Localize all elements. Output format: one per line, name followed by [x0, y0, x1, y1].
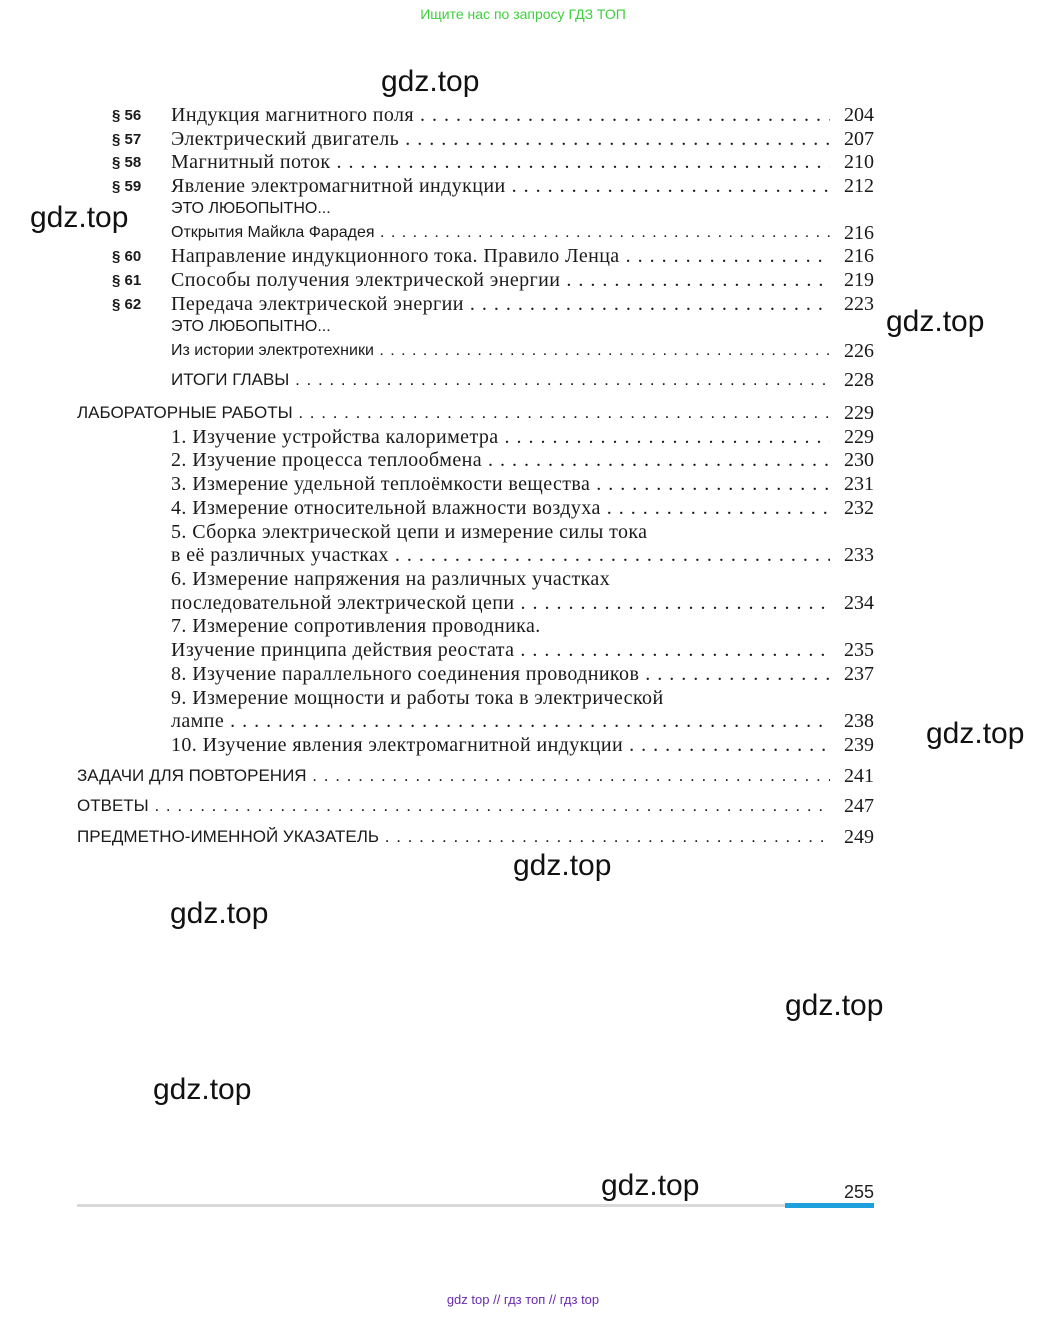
- entry-title: Индукция магнитного поля . . .: [171, 103, 841, 127]
- watermark: gdz.top: [30, 201, 129, 234]
- entry-title: 1. Изучение устройства калориметра . . .: [171, 425, 841, 449]
- toc-section[interactable]: [0, 794, 1046, 818]
- toc-subheading: [0, 315, 1046, 339]
- toc-subheading: [0, 197, 1046, 221]
- entry-title: 6. Измерение напряжения на различных участках: [171, 568, 611, 590]
- entry-page: 230: [830, 448, 874, 472]
- entry-page: 238: [830, 709, 874, 733]
- entry-title: 4. Измерение относительной влажности воздуха . . .: [171, 496, 841, 520]
- toc-entry[interactable]: [0, 591, 1046, 615]
- entry-page: 234: [830, 591, 874, 615]
- watermark: gdz.top: [926, 717, 1025, 750]
- toc-section[interactable]: [0, 825, 1046, 849]
- toc-entry[interactable]: [0, 472, 1046, 496]
- entry-title: ИТОГИ ГЛАВЫ . . .: [171, 368, 841, 392]
- entry-page: 210: [830, 150, 874, 174]
- toc-entry[interactable]: [0, 368, 1046, 392]
- entry-page: 212: [830, 174, 874, 198]
- entry-page: 223: [830, 292, 874, 316]
- entry-page: 233: [830, 543, 874, 567]
- paragraph-number: § 58: [112, 154, 142, 171]
- toc-entry[interactable]: [0, 268, 1046, 292]
- toc-entry[interactable]: [0, 448, 1046, 472]
- entry-title: в её различных участках . . .: [171, 543, 841, 567]
- section-title: ПРЕДМЕТНО-ИМЕННОЙ УКАЗАТЕЛЬ . . .: [77, 825, 841, 849]
- entry-title: Из истории электротехники . . .: [171, 339, 841, 363]
- bottom-banner[interactable]: gdz top // гдз топ // гдз top: [446, 1292, 600, 1307]
- watermark: gdz.top: [785, 989, 884, 1022]
- toc-entry[interactable]: [0, 662, 1046, 686]
- page-number: 255: [843, 1182, 874, 1202]
- paragraph-number: § 62: [112, 296, 142, 313]
- entry-page: 241: [830, 764, 874, 788]
- watermark: gdz.top: [513, 849, 612, 882]
- paragraph-number: § 59: [112, 178, 142, 195]
- entry-page: 235: [830, 638, 874, 662]
- toc-entry[interactable]: [0, 425, 1046, 449]
- entry-title: Открытия Майкла Фарадея . . .: [171, 221, 841, 245]
- toc-entry[interactable]: [0, 292, 1046, 316]
- entry-page: 216: [830, 244, 874, 268]
- watermark: gdz.top: [601, 1169, 700, 1202]
- watermark: gdz.top: [381, 65, 480, 98]
- entry-page: 247: [830, 794, 874, 818]
- entry-title: Передача электрической энергии . . .: [171, 292, 841, 316]
- entry-page: 226: [830, 339, 874, 363]
- section-title: ОТВЕТЫ . . .: [77, 794, 841, 818]
- toc-entry[interactable]: [0, 174, 1046, 198]
- toc-entry-line: [0, 567, 1046, 591]
- entry-title: ЭТО ЛЮБОПЫТНО...: [171, 200, 331, 217]
- toc-entry[interactable]: [0, 339, 1046, 363]
- entry-title: ЭТО ЛЮБОПЫТНО...: [171, 318, 331, 335]
- toc-entry[interactable]: [0, 150, 1046, 174]
- entry-title: Изучение принципа действия реостата . . .: [171, 638, 841, 662]
- entry-title: 3. Измерение удельной теплоёмкости вещества . . .: [171, 472, 841, 496]
- toc-entry[interactable]: [0, 733, 1046, 757]
- entry-title: Способы получения электрической энергии . . .: [171, 268, 841, 292]
- entry-page: 229: [830, 425, 874, 449]
- entry-page: 229: [830, 401, 874, 425]
- entry-page: 207: [830, 127, 874, 151]
- toc-entry[interactable]: [0, 221, 1046, 245]
- paragraph-number: § 61: [112, 272, 142, 289]
- entry-title: 10. Изучение явления электромагнитной индукции . . .: [171, 733, 841, 757]
- entry-page: 231: [830, 472, 874, 496]
- entry-page: 232: [830, 496, 874, 520]
- toc-entry[interactable]: [0, 543, 1046, 567]
- toc-entry[interactable]: [0, 709, 1046, 733]
- toc-entry[interactable]: [0, 127, 1046, 151]
- toc-entry[interactable]: [0, 103, 1046, 127]
- entry-page: 216: [830, 221, 874, 245]
- toc-entry-line: [0, 614, 1046, 638]
- entry-title: 5. Сборка электрической цепи и измерение силы тока: [171, 521, 648, 543]
- entry-page: 237: [830, 662, 874, 686]
- entry-title: Магнитный поток . . .: [171, 150, 841, 174]
- entry-page: 228: [830, 368, 874, 392]
- entry-page: 249: [830, 825, 874, 849]
- paragraph-number: § 56: [112, 107, 142, 124]
- toc-entry[interactable]: [0, 496, 1046, 520]
- toc-section[interactable]: [0, 401, 1046, 425]
- entry-title: Направление индукционного тока. Правило Ленца . . .: [171, 244, 841, 268]
- entry-title: 8. Изучение параллельного соединения проводников . . .: [171, 662, 841, 686]
- toc-entry-line: [0, 520, 1046, 544]
- entry-page: 204: [830, 103, 874, 127]
- paragraph-number: § 60: [112, 248, 142, 265]
- entry-title: лампе . . .: [171, 709, 841, 733]
- entry-title: Электрический двигатель . . .: [171, 127, 841, 151]
- watermark: gdz.top: [153, 1073, 252, 1106]
- entry-title: 7. Измерение сопротивления проводника.: [171, 615, 541, 637]
- watermark: gdz.top: [170, 897, 269, 930]
- footer-accent-bar: [785, 1203, 874, 1208]
- toc-entry-line: [0, 686, 1046, 710]
- section-title: ЛАБОРАТОРНЫЕ РАБОТЫ . . .: [77, 401, 841, 425]
- toc-entry[interactable]: [0, 244, 1046, 268]
- watermark: gdz.top: [886, 305, 985, 338]
- section-title: ЗАДАЧИ ДЛЯ ПОВТОРЕНИЯ . . .: [77, 764, 841, 788]
- entry-title: 9. Измерение мощности и работы тока в электрической: [171, 687, 664, 709]
- entry-title: 2. Изучение процесса теплообмена . . .: [171, 448, 841, 472]
- toc-section[interactable]: [0, 764, 1046, 788]
- entry-title: последовательной электрической цепи . . .: [171, 591, 841, 615]
- entry-title: Явление электромагнитной индукции . . .: [171, 174, 841, 198]
- paragraph-number: § 57: [112, 131, 142, 148]
- toc-entry[interactable]: [0, 638, 1046, 662]
- top-banner[interactable]: Ищите нас по запросу ГДЗ ТОП: [420, 6, 626, 22]
- footer-divider: [77, 1204, 785, 1207]
- entry-page: 239: [830, 733, 874, 757]
- entry-page: 219: [830, 268, 874, 292]
